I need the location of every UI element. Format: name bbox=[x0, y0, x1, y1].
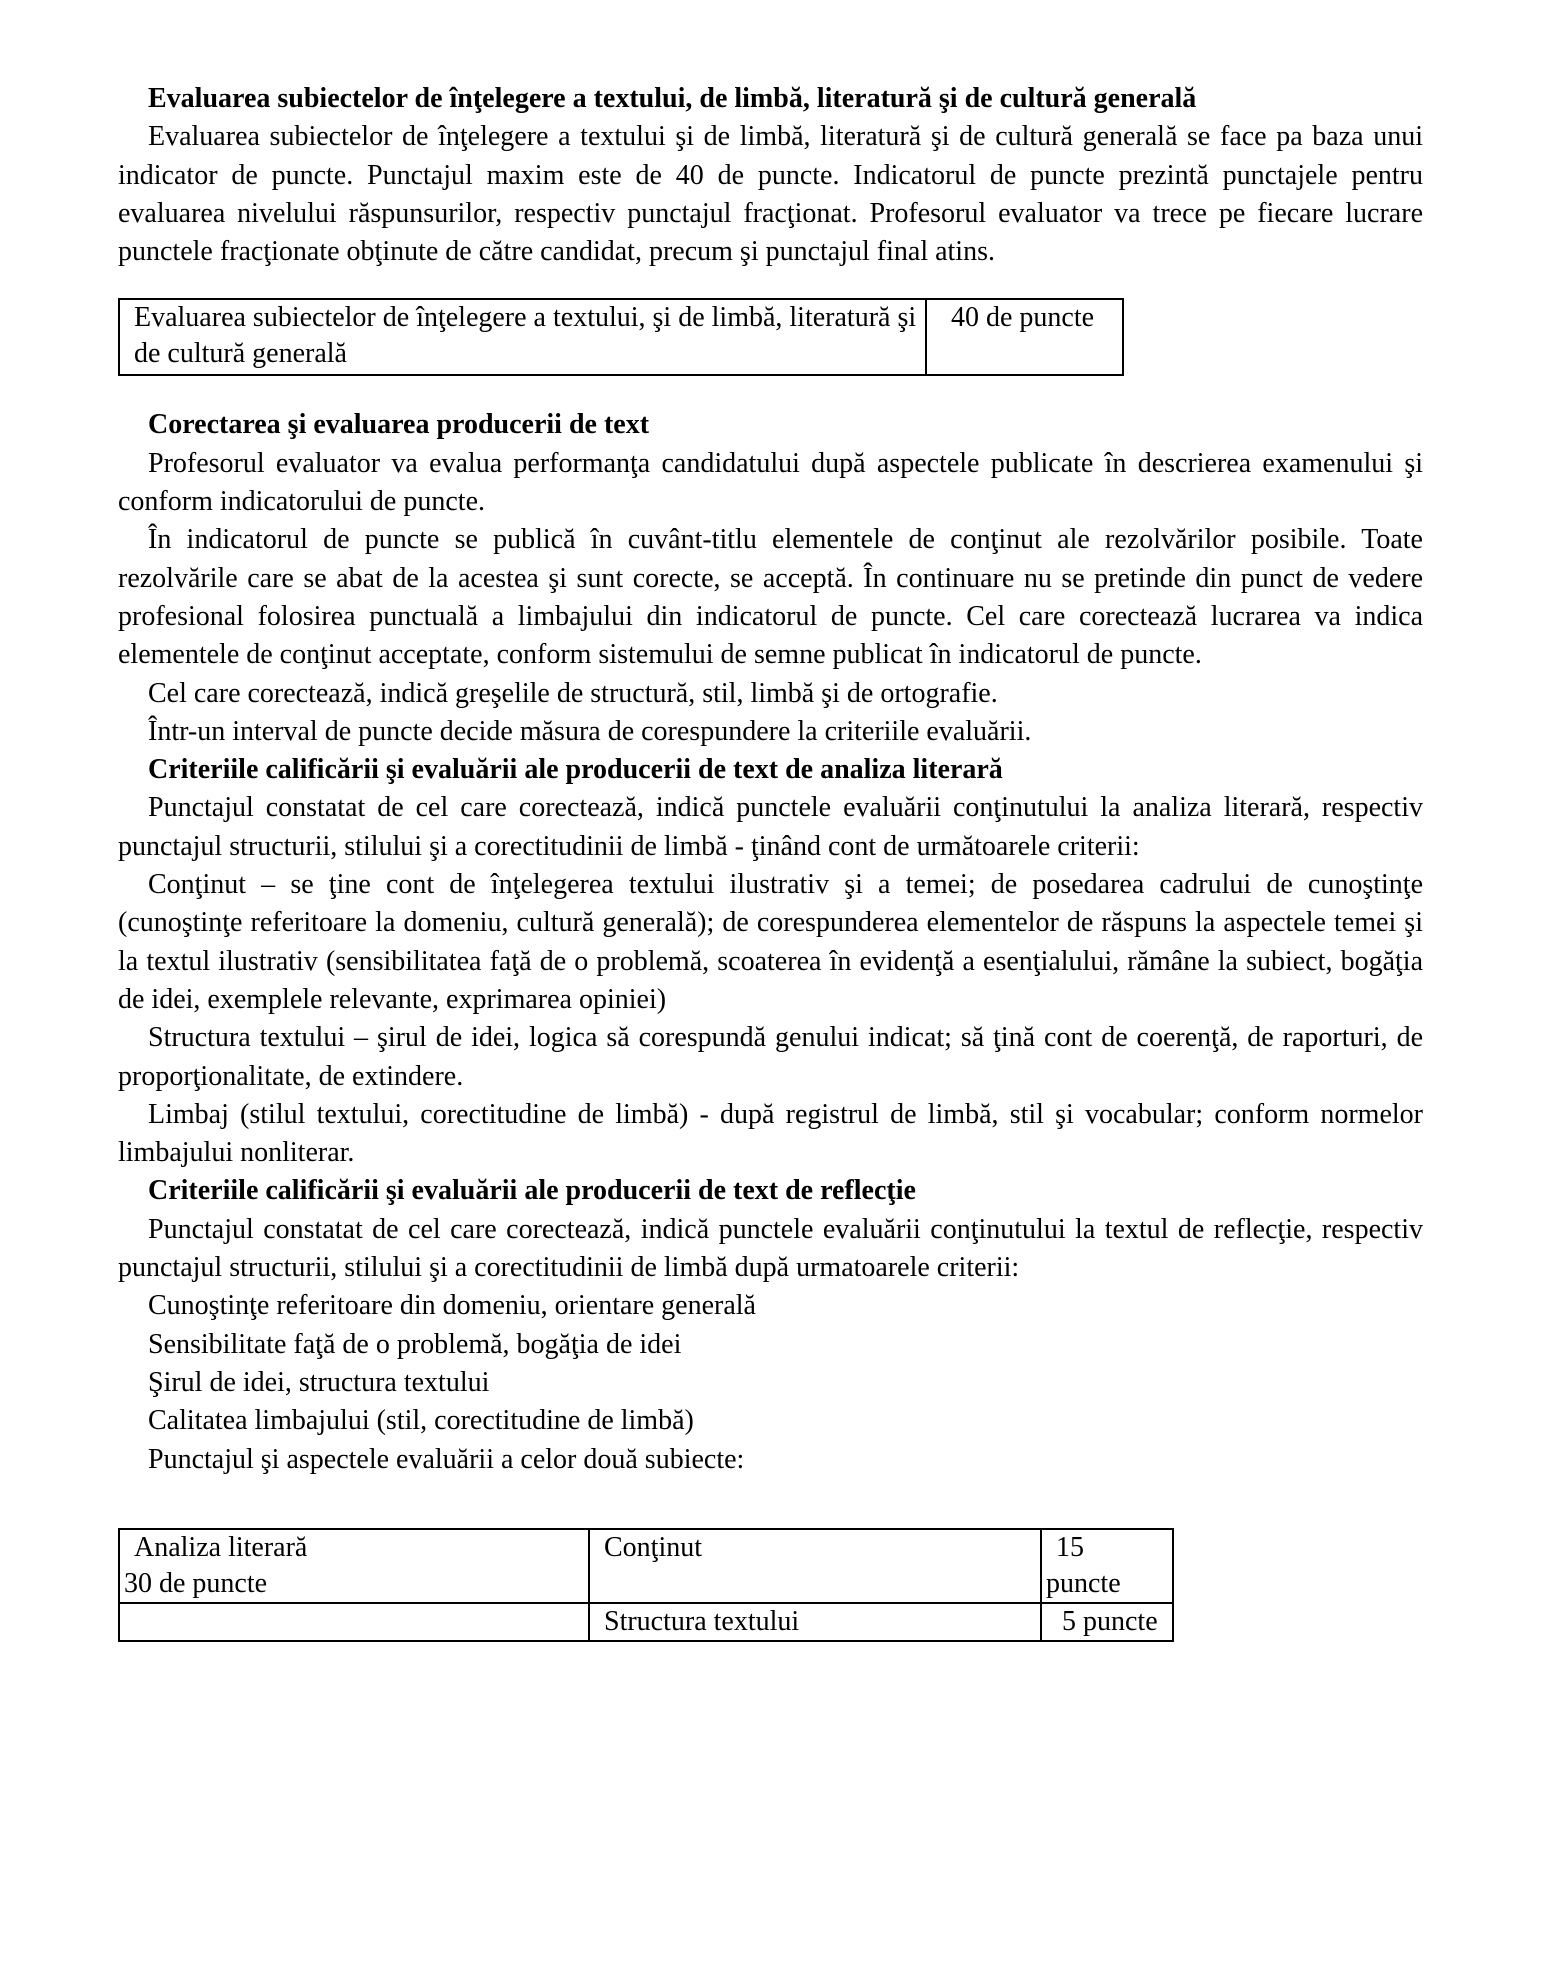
list-item: Calitatea limbajului (stil, corectitudine de limbă) bbox=[148, 1405, 694, 1437]
paragraph-literary-structure: Structura textului – şirul de idei, logica să corespundă genului indicat; să ţină cont de coerenţă, de raporturi, de proporţionalitate, de extindere. bbox=[118, 1022, 1423, 1092]
table-row bbox=[119, 299, 1123, 375]
subjects-points-table bbox=[118, 1528, 1174, 1642]
list-item: Cunoştinţe referitoare din domeniu, orientare generală bbox=[148, 1290, 756, 1322]
paragraph-reflection-1: Punctajul constatat de cel care corectează, indică punctele evaluării conţinutului la textul de reflecţie, respectiv punctajul structurii, stilului şi a corectitudinii de limbă după urmatoarele criterii: bbox=[118, 1213, 1423, 1284]
list-item: Punctajul şi aspectele evaluării a celor două subiecte: bbox=[148, 1443, 745, 1475]
table-cell-aspect: Structura textului bbox=[589, 1603, 1041, 1641]
paragraph-correction-1: Profesorul evaluator va evalua performanţa candidatului după aspectele publicate în descrierea examenului şi conform indicatorului de puncte. bbox=[118, 447, 1423, 518]
list-item: Şirul de idei, structura textului bbox=[148, 1366, 490, 1398]
table-row bbox=[119, 1529, 1173, 1603]
paragraph-literary-content: Conţinut – se ţine cont de înţelegerea textului ilustrativ şi a temei; de posedarea cadrului de cunoştinţe (cunoştinţe referitoare la domeniu, cultură generală); de corespunderea elementelor de răspuns la aspectele temei şi la textul ilustrativ (sensibilitatea faţă de o problemă, scoaterea în evidenţă a esenţialului, rămâne la subiect, bogăţia de idei, exemplele relevante, exprimarea opiniei) bbox=[118, 869, 1423, 1015]
table-row bbox=[119, 1603, 1173, 1641]
paragraph-correction-2: În indicatorul de puncte se publică în cuvânt-titlu elementele de conţinut ale rezolvărilor posibile. Toate rezolvările care se abat de la acestea şi sunt corecte, se acceptă. În continuare nu se pretinde din punct de vedere profesional folosirea punctuală a limbajului din indicatorul de puncte. Cel care corectează lucrarea va indica elementele de conţinut acceptate, conform sistemului de semne publicat în indicatorul de puncte. bbox=[118, 524, 1423, 671]
table-cell-subject: Analiza literară 30 de puncte bbox=[119, 1529, 589, 1603]
section-title-correction: Corectarea şi evaluarea producerii de text bbox=[148, 409, 650, 441]
text-evaluation-points-table bbox=[118, 298, 1124, 376]
paragraph-correction-4: Într-un interval de puncte decide măsura de corespundere la criteriile evaluării. bbox=[148, 715, 1032, 747]
table-cell-points: 15 puncte bbox=[1041, 1529, 1173, 1603]
list-item: Sensibilitate faţă de o problemă, bogăţia de idei bbox=[148, 1328, 682, 1360]
table-cell-aspect: Conţinut bbox=[589, 1529, 1041, 1603]
table-cell-label: Evaluarea subiectelor de înţelegere a textului, şi de limbă, literatură şi de cultură generală bbox=[119, 299, 926, 375]
table-cell-subject bbox=[119, 1603, 589, 1641]
paragraph-correction-3: Cel care corectează, indică greşelile de structură, stil, limbă şi de ortografie. bbox=[148, 677, 998, 709]
paragraph-literary-1: Punctajul constatat de cel care corectează, indică punctele evaluării conţinutului la analiza literară, respectiv punctajul structurii, stilului şi a corectitudinii de limbă - ţinând cont de următoarele criterii: bbox=[118, 792, 1423, 862]
section-title-reflection: Criteriile calificării şi evaluării ale producerii de text de reflecţie bbox=[148, 1175, 916, 1207]
section-title-literary-analysis: Criteriile calificării şi evaluării ale producerii de text de analiza literară bbox=[148, 754, 1003, 786]
table-cell-points: 5 puncte bbox=[1041, 1603, 1173, 1641]
document-content bbox=[118, 80, 1423, 1642]
table-cell-points: 40 de puncte bbox=[926, 299, 1123, 375]
section-title-text-evaluation: Evaluarea subiectelor de înţelegere a textului, de limbă, literatură şi de cultură generală bbox=[148, 83, 1197, 114]
paragraph-text-evaluation: Evaluarea subiectelor de înţelegere a textului şi de limbă, literatură şi de cultură generală se face pa baza unui indicator de puncte. Punctajul maxim este de 40 de puncte. Indicatorul de puncte prezintă punctajele pentru evaluarea nivelului răspunsurilor, respectiv punctajul fracţionat. Profesorul evaluator va trece pe fiecare lucrare punctele fracţionate obţinute de către candidat, precum şi punctajul final atins. bbox=[118, 121, 1423, 268]
paragraph-literary-language: Limbaj (stilul textului, corectitudine de limbă) - după registrul de limbă, stil şi vocabular; conform normelor limbajului nonliterar. bbox=[118, 1098, 1423, 1169]
